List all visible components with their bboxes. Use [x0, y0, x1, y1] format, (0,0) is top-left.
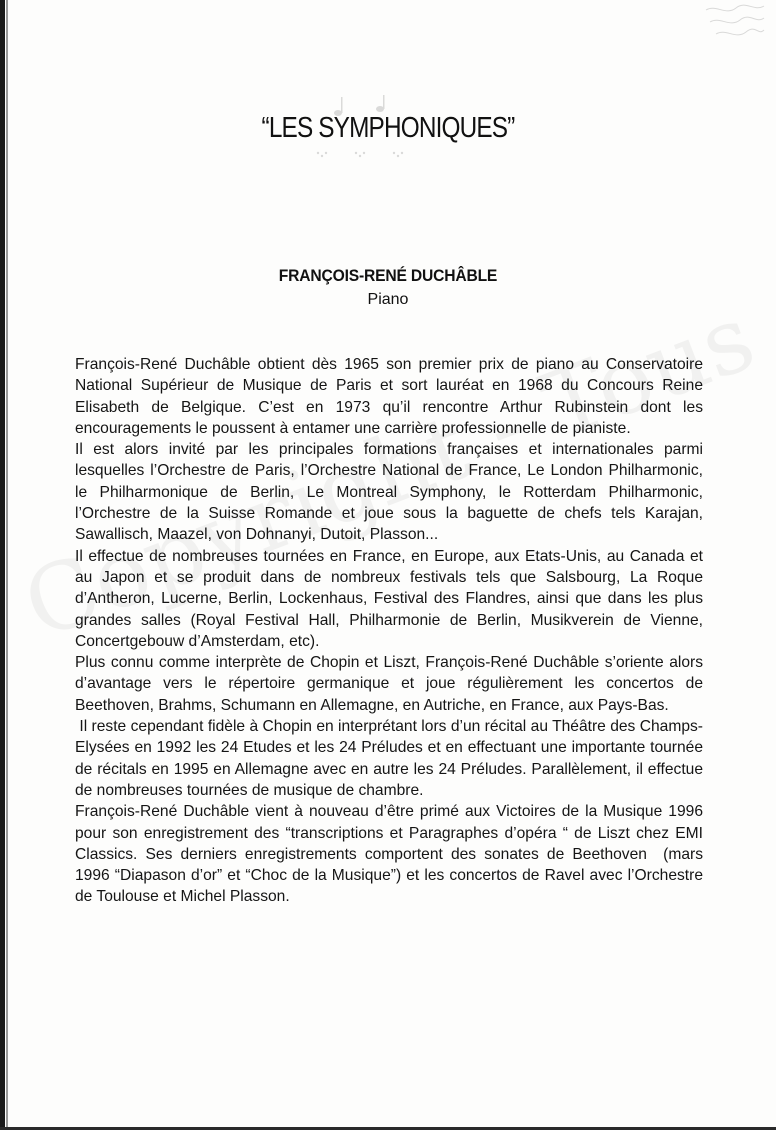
artist-name: FRANÇOIS-RENÉ DUCHÂBLE: [278, 266, 498, 285]
paragraph: Plus connu comme interprète de Chopin et Liszt, François-René Duchâble s’oriente alors d’avantage vers le répertoire germanique et joue régulièrement les concertos de Beethoven, Brahms, Schumann en Allemagne, en Autriche, en France, aux Pays-Bas.: [75, 654, 703, 714]
paragraph: François-René Duchâble vient à nouveau d’être primé aux Victoires de la Musique 1996 pour son enregistrement des “transcriptions et Paragraphes d’opéra “ de Liszt chez EMI Classics. Ses derniers enregistrements comportent des sonates de Beethoven (mars 1996 “Diapason d’or” et “Choc de la Musique”) et les concertos de Ravel avec l’Orchestre de Toulouse et Michel Plasson.: [75, 803, 703, 906]
paragraph: François-René Duchâble obtient dès 1965 son premier prix de piano au Conservatoire National Supérieur de Musique de Paris et sort lauréat en 1968 du Concours Reine Elisabeth de Belgique. C’est en 1973 qu’il rencontre Arthur Rubinstein dont les encouragements le poussent à entamer une carrière professionnelle de pianiste.: [75, 356, 703, 437]
artist-instrument: Piano: [367, 291, 409, 308]
paragraph: Il effectue de nombreuses tournées en France, en Europe, aux Etats-Unis, au Canada et au Japon et se produit dans de nombreux festivals tels que Salsbourg, La Roque d’Antheron, Lucerne, Berlin, Lockenhaus, Festival des Flandres, ainsi que dans les plus grandes salles (Royal Festival Hall, Philharmonie de Berlin, Musikverein de Vienne, Concertgebouw d’Amsterdam, etc).: [75, 547, 703, 650]
paragraph: Il reste cependant fidèle à Chopin en interprétant lors d’un récital au Théâtre des Champs-Elysées en 1992 les 24 Etudes et les 24 Préludes et en effectuant une importante tournée de récitals en 1995 en Allemagne avec en autre les 24 Préludes. Parallèlement, il effectue de nombreuses tournées de musique de chambre.: [75, 718, 703, 799]
biography-text: [75, 354, 703, 908]
page-title: “LES SYMPHONIQUES”: [261, 112, 515, 144]
corner-ornament-icon: [702, 2, 768, 46]
scan-left-edge-shadow: [6, 0, 8, 1130]
scan-left-edge: [0, 0, 5, 1130]
paragraph: Il est alors invité par les principales formations françaises et internationales parmi lesquelles l’Orchestre de Paris, l’Orchestre National de France, Le London Philharmonic, le Philharmonique de Berlin, Le Montreal Symphony, le Rotterdam Philharmonic, l’Orchestre de la Suisse Romande et joue sous la baguette de chefs tels Karajan, Sawallisch, Maazel, von Dohnanyi, Dutoit, Plasson...: [75, 441, 703, 544]
